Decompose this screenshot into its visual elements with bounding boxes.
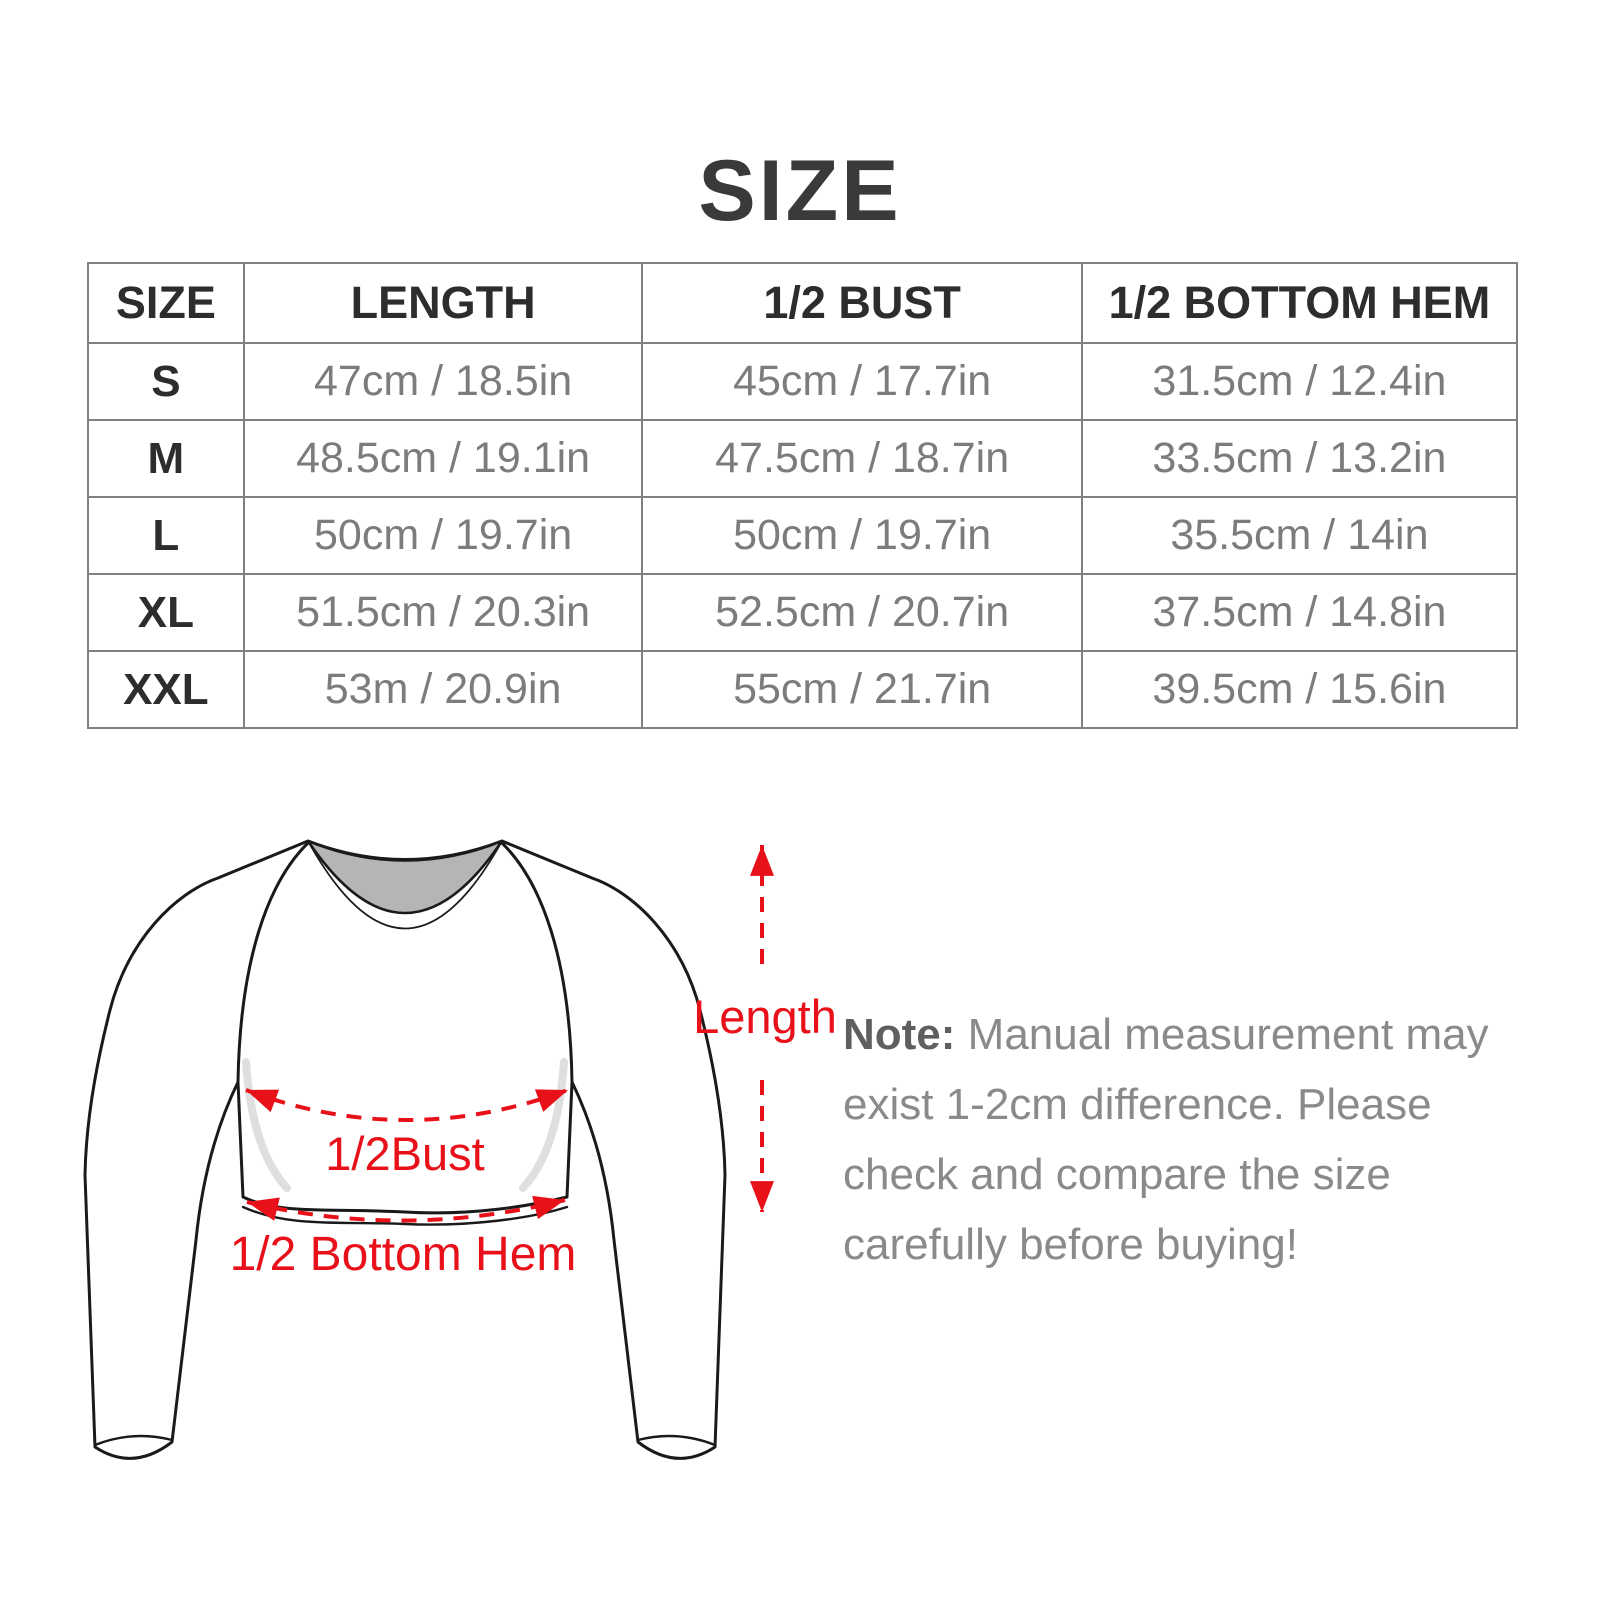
size-cell: XXL [88, 651, 244, 728]
note-line: Note: Manual measurement may [843, 1010, 1489, 1059]
garment-measurement-diagram [0, 780, 840, 1560]
table-row [88, 574, 1517, 651]
length-cell: 48.5cm / 19.1in [244, 420, 643, 497]
table-row [88, 497, 1517, 574]
hem-cell: 33.5cm / 13.2in [1082, 420, 1517, 497]
size-cell: L [88, 497, 244, 574]
column-header-bust: 1/2 BUST [642, 263, 1081, 343]
hem-cell: 37.5cm / 14.8in [1082, 574, 1517, 651]
bust-cell: 52.5cm / 20.7in [642, 574, 1081, 651]
note-line: check and compare the size [843, 1150, 1391, 1199]
size-cell: XL [88, 574, 244, 651]
table-row [88, 651, 1517, 728]
length-cell: 47cm / 18.5in [244, 343, 643, 420]
column-header-size: SIZE [88, 263, 244, 343]
hem-cell: 35.5cm / 14in [1082, 497, 1517, 574]
table-row [88, 343, 1517, 420]
table-header-row [88, 263, 1517, 343]
size-table [87, 262, 1518, 729]
size-cell: M [88, 420, 244, 497]
hem-cell: 31.5cm / 12.4in [1082, 343, 1517, 420]
bust-cell: 47.5cm / 18.7in [642, 420, 1081, 497]
note-line: exist 1-2cm difference. Please [843, 1080, 1432, 1129]
page-title: SIZE [698, 143, 902, 239]
length-cell: 51.5cm / 20.3in [244, 574, 643, 651]
hem-cell: 39.5cm / 15.6in [1082, 651, 1517, 728]
column-header-bottom-hem: 1/2 BOTTOM HEM [1082, 263, 1517, 343]
column-header-length: LENGTH [244, 263, 643, 343]
length-cell: 53m / 20.9in [244, 651, 643, 728]
bust-cell: 50cm / 19.7in [642, 497, 1081, 574]
bust-cell: 45cm / 17.7in [642, 343, 1081, 420]
note-line: carefully before buying! [843, 1220, 1298, 1269]
bottom-hem-label: 1/2 Bottom Hem [229, 1228, 577, 1281]
table-row [88, 420, 1517, 497]
length-label: Length [693, 990, 837, 1043]
note-text [843, 1000, 1503, 1280]
bust-label: 1/2Bust [325, 1127, 485, 1180]
bust-cell: 55cm / 21.7in [642, 651, 1081, 728]
length-cell: 50cm / 19.7in [244, 497, 643, 574]
note-label: Note: [843, 1010, 956, 1059]
size-cell: S [88, 343, 244, 420]
